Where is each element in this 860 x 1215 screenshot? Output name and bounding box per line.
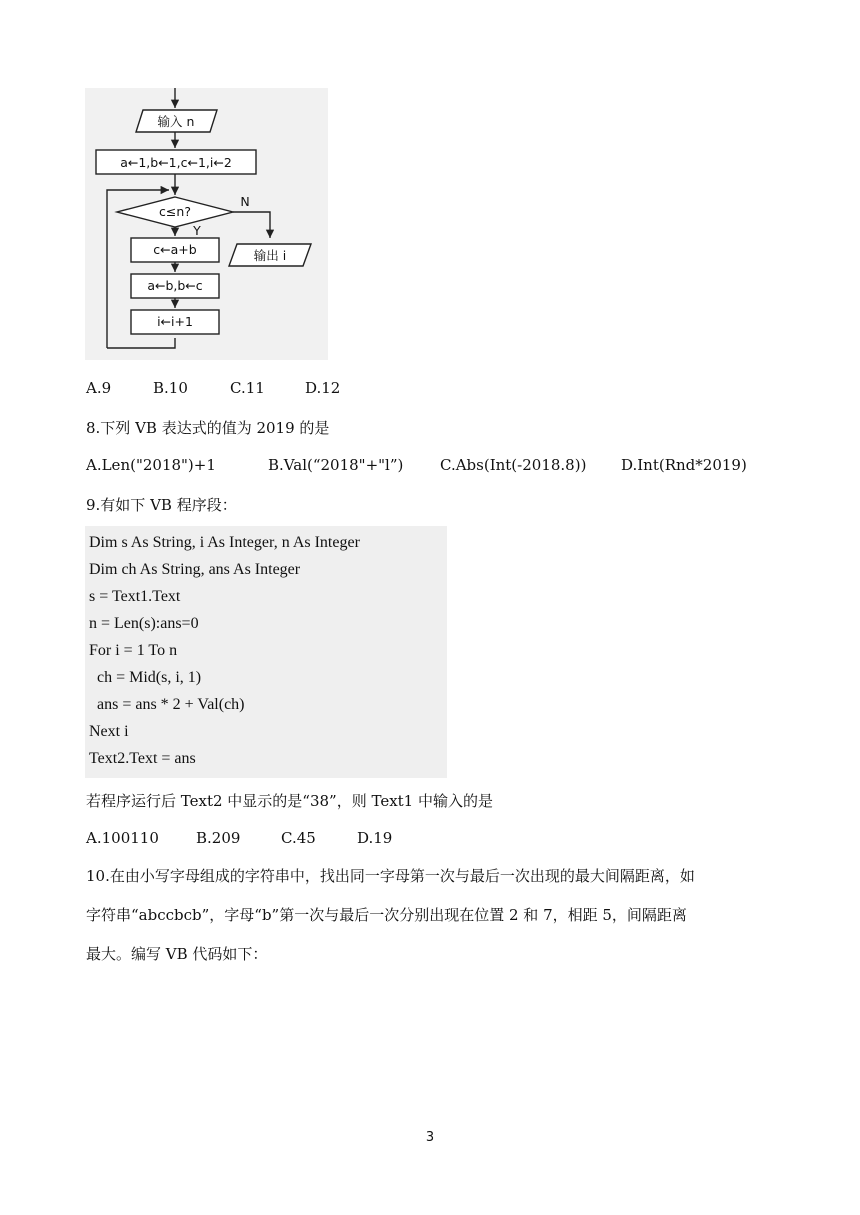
code-line: ans = ans * 2 + Val(ch) bbox=[89, 696, 245, 713]
flowchart-cond-label: c≤n? bbox=[159, 204, 191, 219]
flowchart-input-label: 输入 n bbox=[157, 114, 195, 129]
page-number: 3 bbox=[425, 1130, 435, 1145]
code-line: ch = Mid(s, i, 1) bbox=[89, 669, 202, 686]
flowchart-diagram bbox=[85, 88, 328, 360]
code-line: s = Text1.Text bbox=[89, 588, 181, 605]
q8-option-c: C.Abs(Int(-2018.8)) bbox=[440, 456, 587, 474]
q8-option-b: B.Val(“2018"+"l”) bbox=[268, 456, 404, 474]
code-line: Text2.Text = ans bbox=[89, 750, 196, 767]
q10-line-2: 字符串“abccbcb”，字母“b”第一次与最后一次分别出现在位置 2 和 7，相距 5，间隔距离 bbox=[86, 906, 687, 924]
q9-stem: 9.有如下 VB 程序段： bbox=[86, 496, 237, 514]
q7-option-c: C.11 bbox=[230, 379, 265, 397]
flowchart-figure bbox=[85, 88, 328, 360]
q7-option-b: B.10 bbox=[153, 379, 188, 397]
q9-option-b: B.209 bbox=[196, 829, 241, 847]
q9-question: 若程序运行后 Text2 中显示的是“38”，则 Text1 中输入的是 bbox=[86, 792, 493, 810]
code-line: n = Len(s):ans=0 bbox=[89, 615, 199, 632]
flowchart-yes-label: Y bbox=[193, 223, 201, 238]
flowchart-init-label: a←1,b←1,c←1,i←2 bbox=[120, 155, 232, 170]
q9-option-d: D.19 bbox=[357, 829, 393, 847]
flowchart-output-label: 输出 i bbox=[253, 248, 287, 263]
q8-stem: 8.下列 VB 表达式的值为 2019 的是 bbox=[86, 419, 330, 437]
flowchart-no-label: N bbox=[240, 194, 250, 209]
code-line: For i = 1 To n bbox=[89, 642, 178, 659]
code-line: Dim s As String, i As Integer, n As Integer bbox=[89, 534, 360, 551]
code-line: Dim ch As String, ans As Integer bbox=[89, 561, 301, 578]
q7-option-d: D.12 bbox=[305, 379, 341, 397]
flowchart-step3-label: i←i+1 bbox=[157, 314, 193, 329]
q10-line-1: 10.在由小写字母组成的字符串中，找出同一字母第一次与最后一次出现的最大间隔距离，如 bbox=[86, 867, 695, 885]
q8-option-a: A.Len("2018")+1 bbox=[86, 456, 216, 474]
q9-option-c: C.45 bbox=[281, 829, 316, 847]
q7-option-a: A.9 bbox=[86, 379, 112, 397]
flowchart-step1-label: c←a+b bbox=[153, 242, 197, 257]
flowchart-step2-label: a←b,b←c bbox=[147, 278, 203, 293]
q9-code-block bbox=[85, 526, 447, 778]
q8-option-d: D.Int(Rnd*2019) bbox=[621, 456, 747, 474]
q9-option-a: A.100110 bbox=[86, 829, 159, 847]
code-line: Next i bbox=[89, 723, 129, 740]
q10-line-3: 最大。编写 VB 代码如下： bbox=[86, 945, 268, 963]
